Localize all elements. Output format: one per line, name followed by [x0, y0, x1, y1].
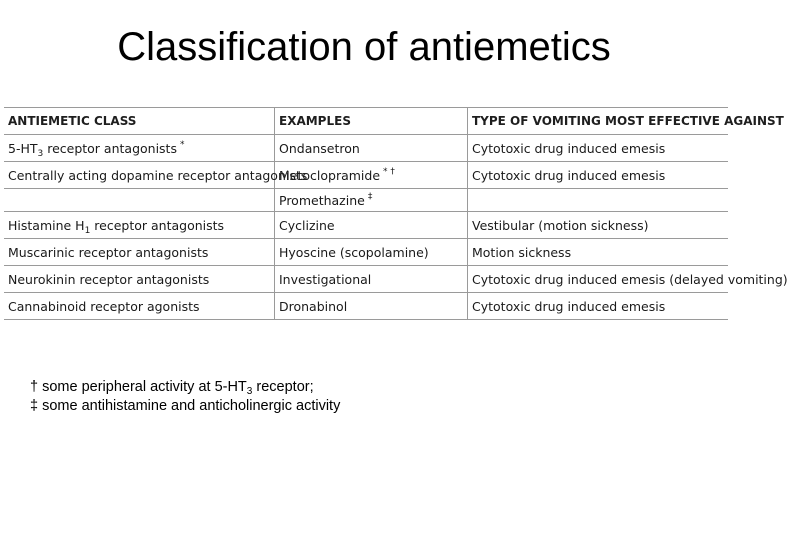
double-dagger-symbol: ‡: [30, 398, 39, 414]
slide-title: Classification of antiemetics: [117, 25, 611, 69]
type-cell: Vestibular (motion sickness): [468, 212, 729, 239]
type-cell: [468, 189, 729, 212]
example-cell: [275, 135, 468, 162]
class-text-suffix: receptor antagonists: [43, 140, 177, 156]
example-cell: Hyoscine (scopolamine): [275, 239, 468, 266]
antiemetics-table-figure: [4, 107, 788, 354]
antiemetics-table: [4, 107, 788, 320]
class-mark: *: [179, 139, 185, 150]
class-text: Histamine H: [8, 217, 85, 233]
class-cell: [4, 189, 275, 212]
example-cell: Dronabinol: [275, 293, 468, 320]
type-cell: Cytotoxic drug induced emesis: [468, 162, 729, 189]
class-cell: [4, 135, 275, 162]
example-cell: [275, 162, 468, 189]
table-row: [4, 266, 728, 293]
header-type-of-vomiting: TYPE OF VOMITING MOST EFFECTIVE AGAINST: [468, 108, 729, 135]
table-row: [4, 212, 728, 239]
example-text: Promethazine: [279, 192, 365, 208]
footnote-text: some peripheral activity at 5-HT: [38, 379, 247, 395]
footnote-text-suffix: receptor;: [252, 379, 314, 395]
example-text: Ondansetron: [279, 140, 360, 156]
type-cell: Cytotoxic drug induced emesis: [468, 135, 729, 162]
class-text: 5-HT: [8, 140, 38, 156]
class-cell: Neurokinin receptor antagonists: [4, 266, 275, 293]
table-header-row: [4, 108, 728, 135]
type-cell: Cytotoxic drug induced emesis: [468, 293, 729, 320]
table-row: [4, 189, 728, 212]
header-examples: EXAMPLES: [275, 108, 468, 135]
type-cell: Motion sickness: [468, 239, 729, 266]
example-cell: Cyclizine: [275, 212, 468, 239]
header-antiemetic-class: ANTIEMETIC CLASS: [4, 108, 275, 135]
footnote-dagger: [30, 378, 340, 397]
table-row: [4, 162, 728, 189]
example-cell: [275, 189, 468, 212]
footnotes: [30, 378, 340, 416]
class-subscript: 3: [37, 148, 44, 159]
footnote-text: some antihistamine and anticholinergic activity: [38, 398, 341, 414]
example-mark: * †: [383, 166, 395, 177]
example-text: Metoclopramide: [279, 167, 381, 183]
class-cell: [4, 212, 275, 239]
example-mark: ‡: [367, 191, 373, 202]
table-row: [4, 239, 728, 266]
footnote-double-dagger: [30, 397, 340, 416]
footnote-subscript: 3: [246, 386, 253, 397]
type-cell: Cytotoxic drug induced emesis (delayed vomiting): [468, 266, 729, 293]
dagger-symbol: †: [30, 379, 39, 395]
table-row: [4, 293, 728, 320]
example-cell: Investigational: [275, 266, 468, 293]
class-cell: Cannabinoid receptor agonists: [4, 293, 275, 320]
table-row: [4, 135, 728, 162]
class-cell: Centrally acting dopamine receptor antagonists: [4, 162, 275, 189]
class-text-suffix: receptor antagonists: [90, 217, 225, 233]
class-subscript: 1: [84, 225, 91, 236]
class-cell: Muscarinic receptor antagonists: [4, 239, 275, 266]
